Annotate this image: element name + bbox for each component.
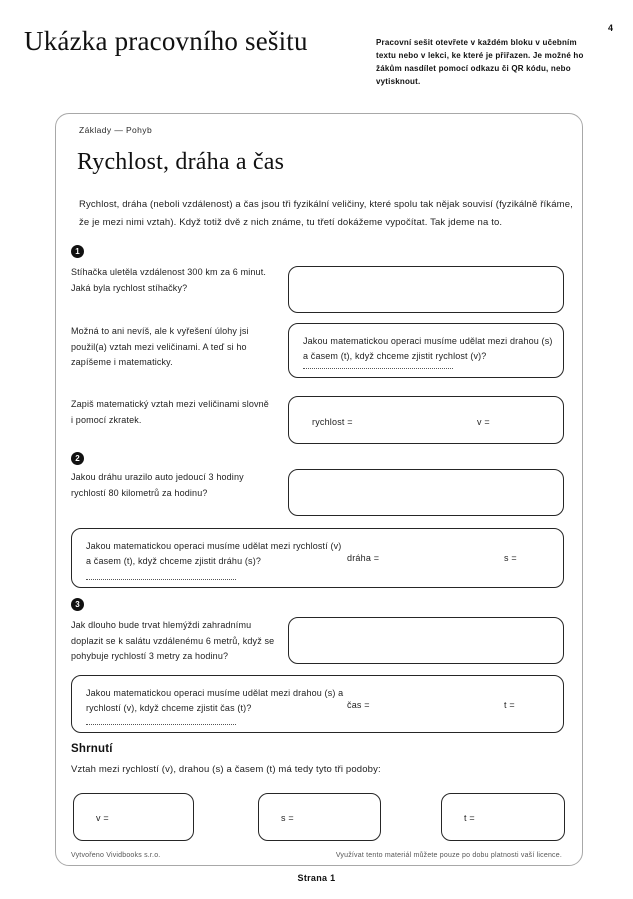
section-2-operation-question-text: Jakou matematickou operaci musíme udělat mezi rychlostí (v) a časem (t), když chceme zjistit dráhu (s)? <box>86 541 342 566</box>
document-title: Ukázka pracovního sešitu <box>24 26 308 56</box>
formula-symbol-label: s = <box>504 553 517 563</box>
footer-license: Využívat tento materiál můžete pouze po dobu platnosti vaší licence. <box>335 852 562 859</box>
summary-intro-text: Vztah mezi rychlostí (v), drahou (s) a časem (t) má tedy tyto tři podoby: <box>71 764 381 775</box>
section-1-operation-question-box[interactable] <box>288 323 564 378</box>
summary-heading: Shrnutí <box>71 743 113 755</box>
summary-box-v[interactable] <box>73 793 194 841</box>
formula-word-label: čas = <box>347 700 370 710</box>
section-3-number-badge: 3 <box>71 598 84 611</box>
page-footer-label: Strana 1 <box>297 873 336 883</box>
summary-label-t: t = <box>464 813 475 823</box>
footer-credit: Vytvořeno Vividbooks s.r.o. <box>71 852 161 859</box>
formula-word-label: rychlost = <box>312 417 353 427</box>
formula-symbol-label: v = <box>477 417 490 427</box>
intro-paragraph: Rychlost, dráha (neboli vzdálenost) a čas jsou tři fyzikální veličiny, které spolu tak nějak souvisí (fyzikálně říkáme, že je mezi nimi vztah). Když totiž dvě z nich známe, tu třetí dokážeme vypočítat. Tak jdeme na to. <box>79 199 573 228</box>
section-3-operation-question-box[interactable] <box>71 675 564 733</box>
worksheet-frame <box>55 113 583 866</box>
section-1-formula-box[interactable] <box>288 396 564 444</box>
section-3-operation-question-text: Jakou matematickou operaci musíme udělat mezi drahou (s) a rychlostí (v), když chceme zjistit čas (t)? <box>86 688 344 713</box>
dotted-answer-line[interactable] <box>86 579 236 580</box>
summary-box-s[interactable] <box>258 793 381 841</box>
worksheet-title: Rychlost, dráha a čas <box>77 149 285 175</box>
formula-symbol-label: t = <box>504 700 515 710</box>
section-3-answer-box[interactable] <box>288 617 564 664</box>
summary-box-t[interactable] <box>441 793 565 841</box>
section-2-number-badge: 2 <box>71 452 84 465</box>
section-3-task-text: Jak dlouho bude trvat hlemýždi zahradnímu doplazit se k salátu vzdálenému 6 metrů, když se pohybuje rychlostí 3 metry za hodinu? <box>71 620 275 661</box>
section-1-hint-text: Možná to ani nevíš, ale k vyřešení úlohy jsi použil(a) vztah mezi veličinami. A teď si ho zapíšeme i matematicky. <box>71 326 249 367</box>
usage-notice: Pracovní sešit otevřete v každém bloku v učebním textu nebo v lekci, ke které je přiřazen. Je možné ho žákům nasdílet pomocí odkazu či QR kódu, nebo vytisknout. <box>376 38 584 86</box>
section-1-formula-instruction-text: Zapiš matematický vztah mezi veličinami slovně i pomocí zkratek. <box>71 399 269 425</box>
section-2-task-text: Jakou dráhu urazilo auto jedoucí 3 hodiny rychlostí 80 kilometrů za hodinu? <box>71 472 244 498</box>
section-1-number-badge: 1 <box>71 245 84 258</box>
section-1-operation-question-text: Jakou matematickou operaci musíme udělat mezi drahou (s) a časem (t), když chceme zjistit rychlost (v)? <box>303 336 553 361</box>
section-1-answer-box[interactable] <box>288 266 564 313</box>
summary-label-v: v = <box>96 813 109 823</box>
section-2-operation-question-box[interactable] <box>71 528 564 588</box>
summary-label-s: s = <box>281 813 294 823</box>
dotted-answer-line[interactable] <box>86 724 236 725</box>
formula-word-label: dráha = <box>347 553 380 563</box>
page-number: 4 <box>607 23 613 33</box>
dotted-answer-line[interactable] <box>303 368 453 369</box>
section-2-answer-box[interactable] <box>288 469 564 516</box>
section-1-task-text: Stíhačka uletěla vzdálenost 300 km za 6 minut. Jaká byla rychlost stíhačky? <box>71 267 267 293</box>
breadcrumb: Základy — Pohyb <box>79 125 153 135</box>
